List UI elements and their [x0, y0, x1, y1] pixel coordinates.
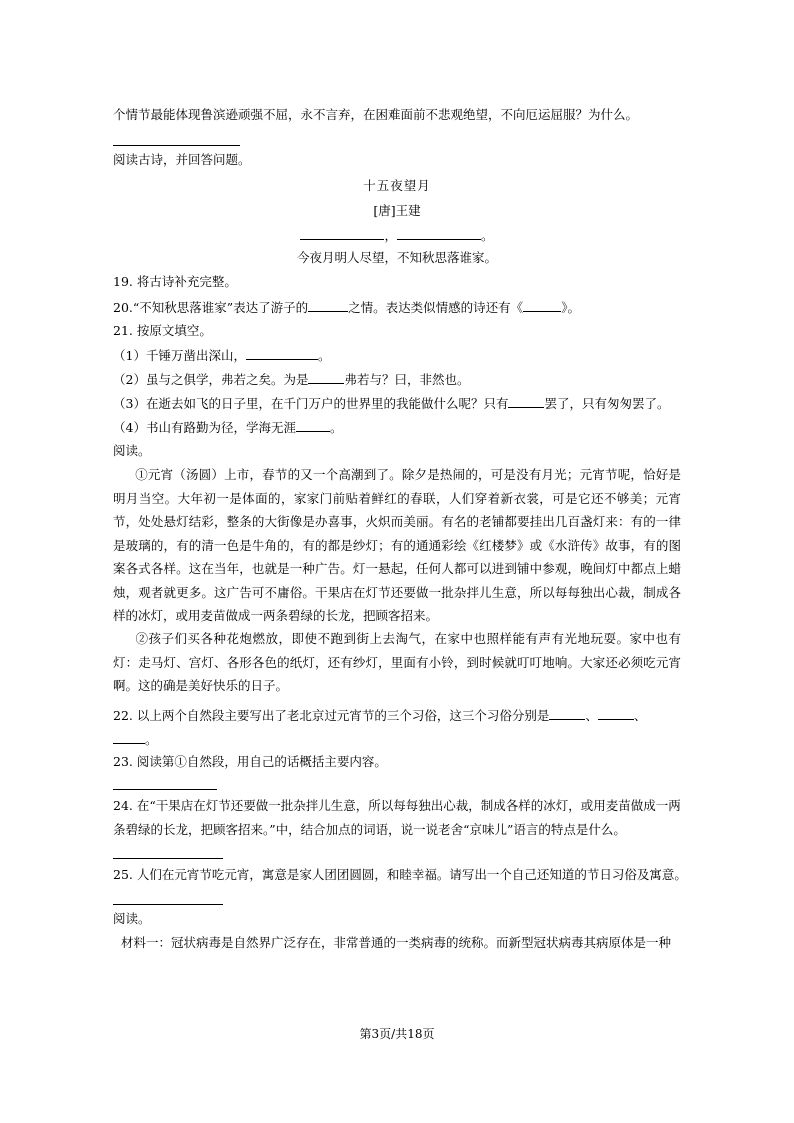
question-text: 。	[329, 420, 343, 435]
question-25: 25. 人们在元宵节吃元宵，寓意是家人团团圆圆，和睦幸福。请写出一个自己还知道的节日习俗及寓意。	[113, 867, 687, 882]
question-20	[113, 299, 580, 316]
question-text: （3）在逝去如飞的日子里，在千门万户的世界里的我能做什么呢？只有	[113, 396, 509, 411]
question-21: 21. 按原文填空。	[113, 323, 212, 338]
section-instruction: 阅读古诗，并回答问题。	[113, 152, 251, 167]
answer-line[interactable]	[113, 858, 223, 859]
blank[interactable]	[113, 731, 145, 744]
answer-line[interactable]	[113, 904, 223, 905]
question-text: （1）千锤万凿出深山，	[113, 348, 246, 363]
question-text: 个情节最能体现鲁滨逊顽强不屈，永不言弃，在困难面前不悲观绝望，不向厄运屈服？为什么。	[113, 107, 639, 122]
question-20-text-b: 之情。表达类似情感的诗还有《	[348, 300, 524, 315]
blank[interactable]	[246, 347, 318, 360]
page-number: 第3页/共18页	[359, 1027, 435, 1041]
blank[interactable]	[308, 371, 344, 384]
paragraph-text: ②孩子们买各种花炮燃放，即使不跑到街上去淘气，在家中也照样能有声有光地玩耍。家中也有灯：走马灯、宫灯、各形各色的纸灯，还有纱灯，里面有小铃，到时候就叮叮地响。大家还必须吃元宵啊。这的确是美好快乐的日子。	[113, 631, 681, 693]
question-23: 23. 阅读第①自然段，用自己的话概括主要内容。	[113, 754, 387, 769]
question-19: 19. 将古诗补充完整。	[113, 274, 237, 289]
blank[interactable]	[296, 419, 330, 432]
question-text: （2）虽与之俱学，弗若之矣。为是	[113, 372, 309, 387]
separator: 、	[585, 708, 598, 723]
material-text: 材料一：冠状病毒是自然界广泛存在，非常普通的一类病毒的统称。而新型冠状病毒其病原体是一种	[121, 935, 672, 950]
section-instruction: 阅读。	[113, 911, 151, 926]
question-text: 22. 以上两个自然段主要写出了老北京过元宵节的三个习俗，这三个习俗分别是	[113, 708, 550, 723]
poem-title: 十五夜望月	[363, 178, 431, 193]
blank[interactable]	[523, 299, 561, 312]
question-22	[113, 707, 646, 724]
poem-comma: ，	[384, 228, 397, 243]
question-22-cont	[113, 731, 158, 748]
poem-blank-line	[113, 227, 681, 244]
question-20-text-c: 》。	[561, 300, 580, 315]
poem-blank-1[interactable]	[300, 227, 384, 240]
blank[interactable]	[598, 707, 634, 720]
passage-paragraph-2	[113, 627, 681, 698]
question-24-cont: 条碧绿的长龙，把顾客招来。”中，结合加点的词语，说一说老舍“京味儿”语言的特点是什么。	[113, 822, 626, 837]
question-21-2	[113, 371, 469, 388]
question-21-4	[113, 419, 342, 436]
poem-blank-2[interactable]	[397, 227, 481, 240]
question-text: 罢了，只有匆匆罢了。	[544, 396, 670, 411]
question-21-3	[113, 395, 669, 412]
answer-line[interactable]	[113, 145, 240, 146]
separator: 。	[145, 732, 158, 747]
section-instruction: 阅读。	[113, 443, 151, 458]
poem-author: [唐]王建	[373, 203, 421, 218]
paragraph-text: ①元宵（汤圆）上市，春节的又一个高潮到了。除夕是热闹的，可是没有月光；元宵节呢，恰好是明月当空。大年初一是体面的，家家门前贴着鲜红的春联，人们穿着新衣裳，可是它还不够美；元宵节，处处悬灯结彩，整条的大街像是办喜事，火炽而美丽。有名的老铺都要挂出几百盏灯来：有的一律是玻璃的，有的清一色是牛角的，有的都是纱灯；有的通通彩绘《红楼梦》或《水浒传》故事，有的图案各式各样。这在当年，也就是一种广告。灯一悬起，任何人都可以进到铺中参观，晚间灯中都点上蜡烛，观者就更多。这广告可不庸俗。干果店在灯节还要做一批杂拌儿生意，所以每每独出心裁，制成各样的冰灯，或用麦苗做成一两条碧绿的长龙，把顾客招来。	[113, 467, 681, 623]
blank[interactable]	[508, 395, 544, 408]
question-20-text-a: 20.“不知秋思落谁家”表达了游子的	[113, 300, 309, 315]
poem-line: 今夜月明人尽望，不知秋思落谁家。	[296, 250, 497, 265]
blank[interactable]	[308, 299, 348, 312]
separator: 、	[633, 708, 647, 723]
answer-line[interactable]	[113, 789, 217, 790]
question-text: 弗若与？曰，非然也。	[344, 372, 470, 387]
question-text: （4）书山有路勤为径，学海无涯	[113, 420, 296, 435]
question-21-1	[113, 347, 330, 364]
question-text: 。	[317, 348, 331, 363]
passage-paragraph-1	[113, 463, 681, 628]
question-24: 24. 在“干果店在灯节还要做一批杂拌儿生意，所以每每独出心裁，制成各样的冰灯，或用麦苗做成一两	[113, 798, 681, 813]
blank[interactable]	[549, 707, 585, 720]
poem-period: 。	[481, 228, 494, 243]
